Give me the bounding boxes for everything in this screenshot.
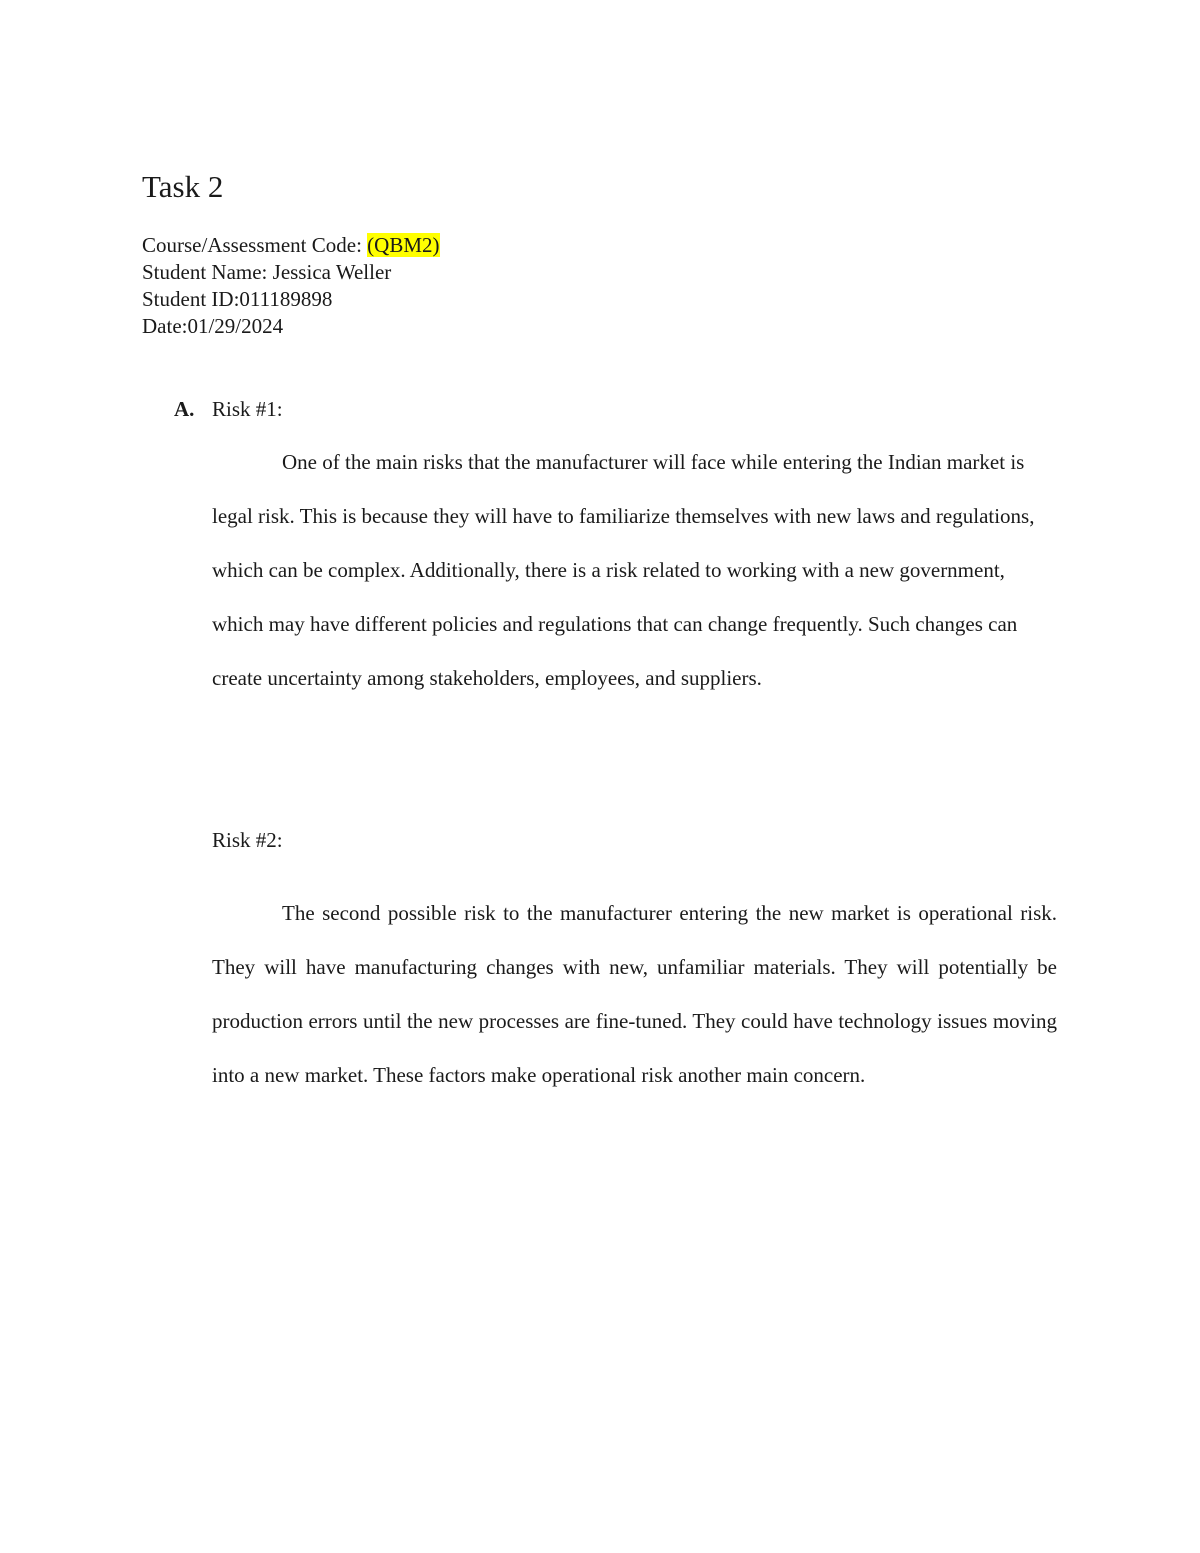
document-title: Task 2 <box>142 169 224 204</box>
student-id: Student ID:011189898 <box>142 287 333 311</box>
list-marker-a: A. <box>174 397 195 421</box>
document-date: Date:01/29/2024 <box>142 314 284 338</box>
document-meta <box>142 232 440 340</box>
risk-1-paragraph: One of the main risks that the manufacturer will face while entering the Indian market is legal risk. This is because they will have to familiarize themselves with new laws and regulations, which can be complex. Additionally, there is a risk related to working with a new government, which may have different policies and regulations that can change frequently. Such changes can create uncertainty among stakeholders, employees, and suppliers. <box>212 450 1035 690</box>
risk-2-heading: Risk #2: <box>212 828 283 852</box>
course-code-line <box>142 232 440 259</box>
course-code-label: Course/Assessment Code: <box>142 233 368 257</box>
student-name: Student Name: Jessica Weller <box>142 260 392 284</box>
risk-2-paragraph: The second possible risk to the manufacturer entering the new market is operational risk. They will have manufacturing changes with new, unfamiliar materials. They will potentially be production errors until the new processes are fine-tuned. They could have technology issues moving into a new market. These factors make operational risk another main concern. <box>212 901 1057 1087</box>
risk-1-heading: Risk #1: <box>212 397 283 421</box>
course-code-value: (QBM2) <box>367 233 440 257</box>
